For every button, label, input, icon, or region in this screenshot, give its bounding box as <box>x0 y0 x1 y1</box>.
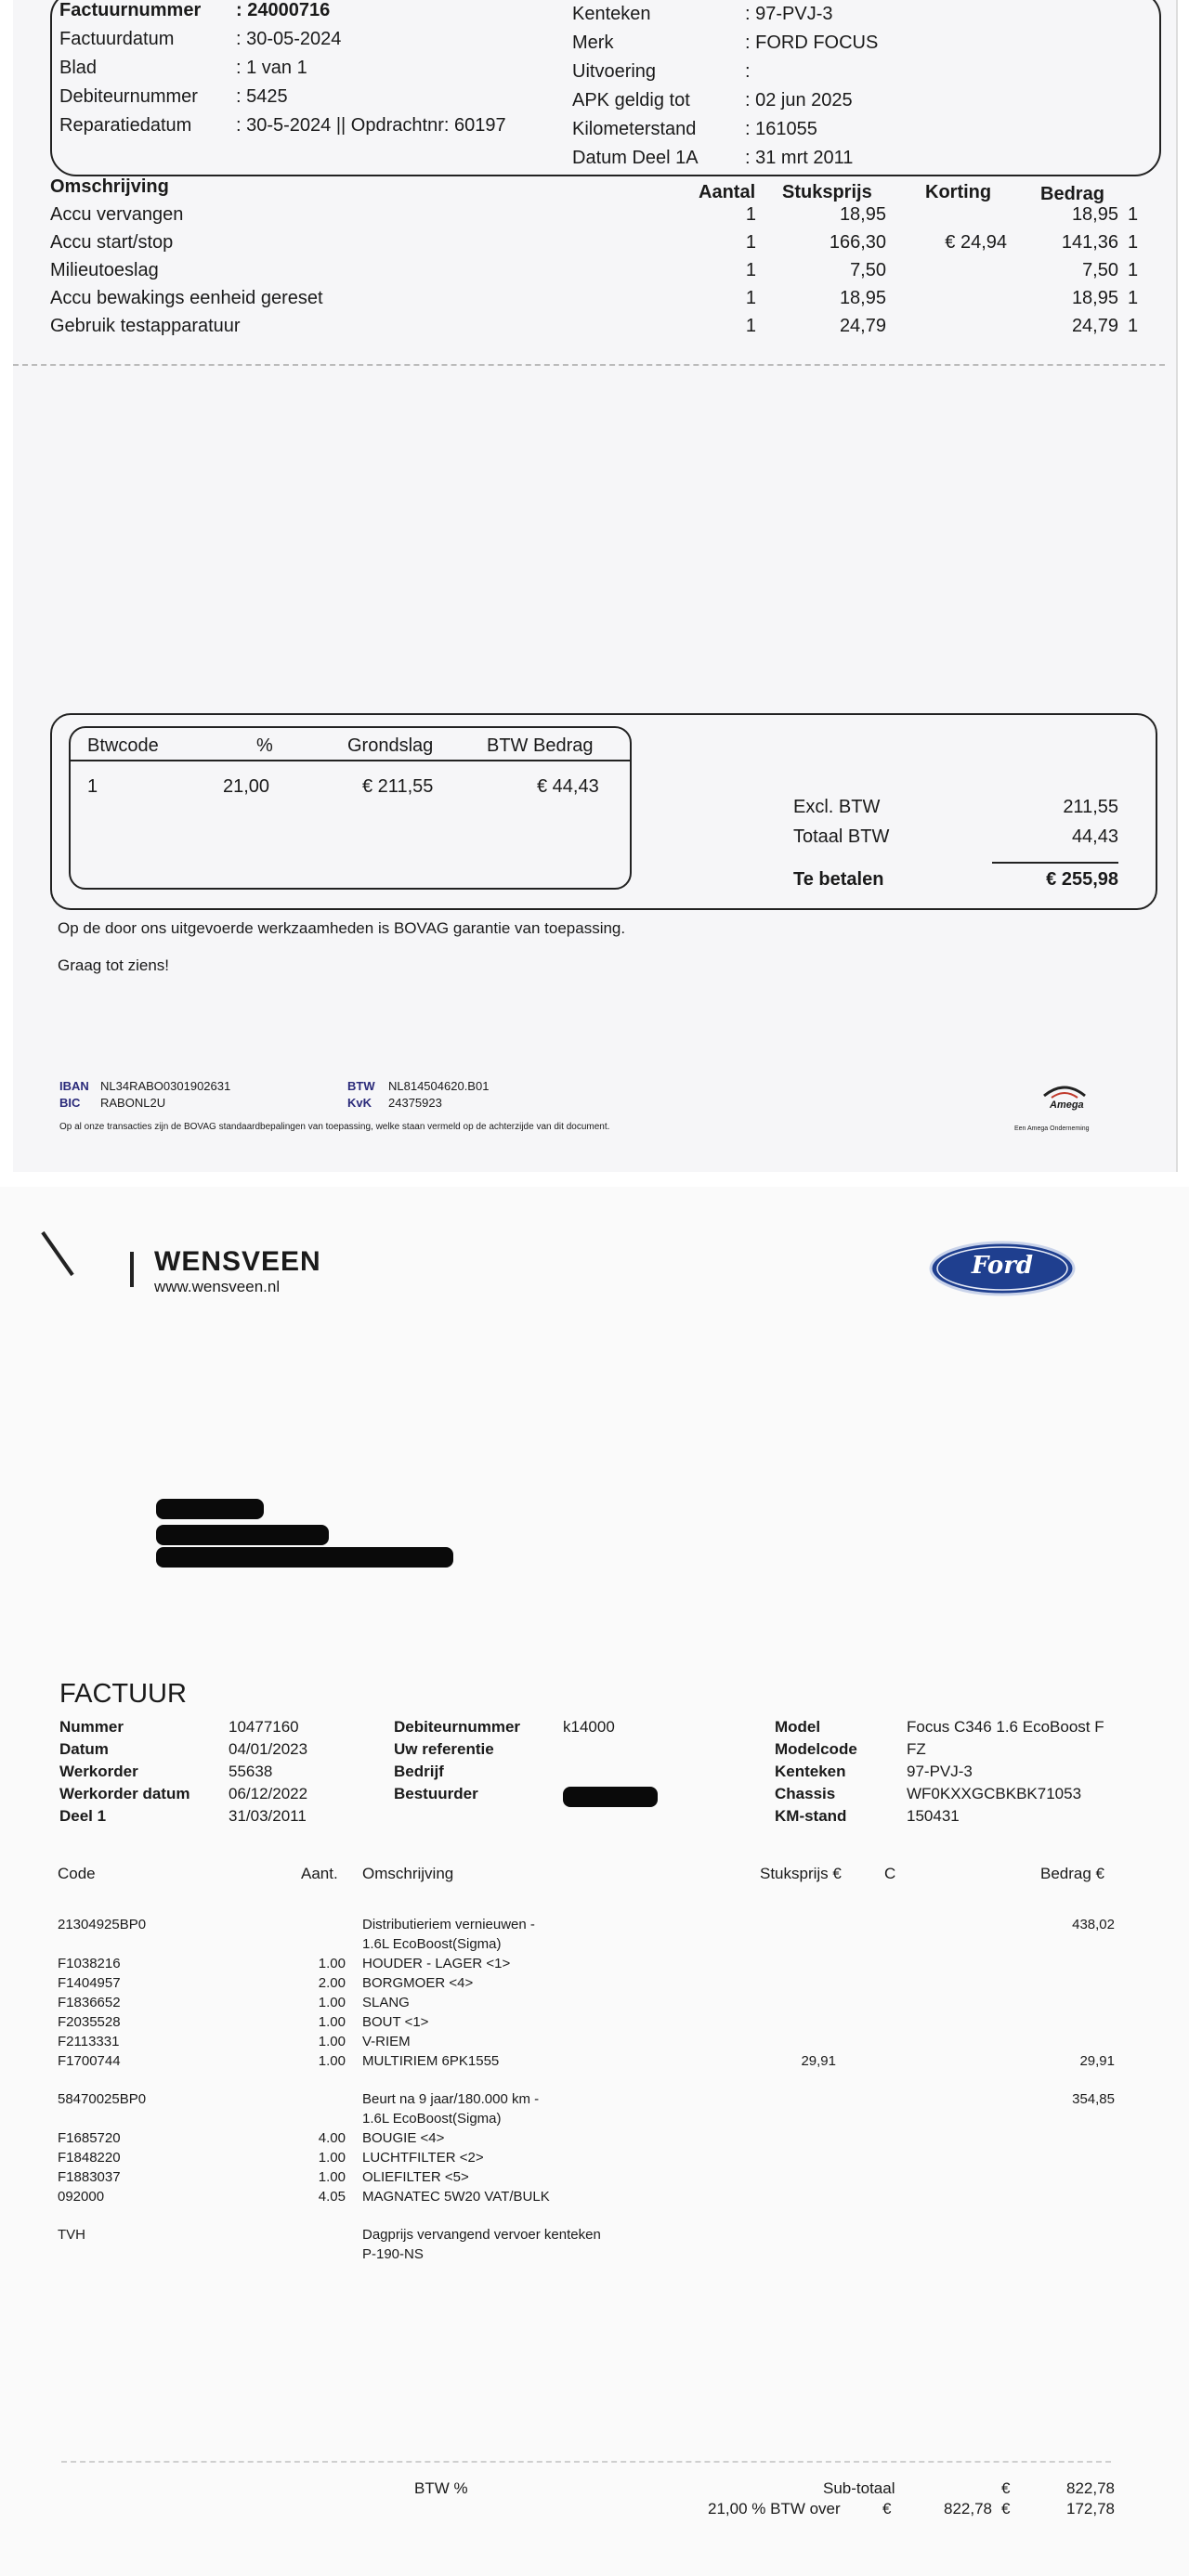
vehicle-label: Kenteken <box>572 4 651 24</box>
group-code: 21304925BP0 <box>58 1917 147 1932</box>
btw-amount-value: 172,78 <box>1066 2500 1115 2517</box>
invoice-page-1 <box>13 0 1178 1172</box>
amega-logo <box>1027 1077 1102 1114</box>
amega-tagline: Een Amega Onderneming <box>1014 1125 1090 1132</box>
part-quantity: 1.00 <box>318 2150 346 2166</box>
part-code: 092000 <box>58 2189 105 2205</box>
invoice-title: FACTUUR <box>59 1679 187 1709</box>
part-quantity: 2.00 <box>318 1975 346 1991</box>
bic-value: RABONL2U <box>100 1096 166 1110</box>
vat-header-btwcode: Btwcode <box>87 735 159 756</box>
vehicle-label: Uitvoering <box>572 61 657 82</box>
col-bedrag: Bedrag € <box>1040 1865 1104 1882</box>
amega-logo-text: Amega <box>1050 1099 1084 1111</box>
vat-header-grondslag: Grondslag <box>347 735 434 756</box>
group-code: 58470025BP0 <box>58 2091 147 2107</box>
iban-value: NL34RABO0301902631 <box>100 1079 231 1093</box>
line-unit-price: 24,79 <box>839 316 886 336</box>
kvk-label: KvK <box>347 1096 372 1110</box>
group-amount: 354,85 <box>1072 2091 1115 2107</box>
line-quantity: 1 <box>745 232 756 253</box>
vehicle-value: : 02 jun 2025 <box>745 90 853 111</box>
part-description: BORGMOER <4> <box>362 1975 474 1991</box>
part-amount: 29,91 <box>1079 2053 1115 2069</box>
vehicle-value: : 97-PVJ-3 <box>745 4 833 24</box>
line-unit-price: 18,95 <box>839 288 886 308</box>
ford-logo <box>929 1241 1076 1296</box>
line-discount: € 24,94 <box>945 232 1007 253</box>
col-aantal: Aantal <box>699 182 756 202</box>
col-bedrag: Bedrag <box>1040 184 1104 204</box>
line-description: Accu vervangen <box>50 204 184 225</box>
meta-label: Debiteurnummer <box>394 1718 521 1736</box>
part-description: MAGNATEC 5W20 VAT/BULK <box>362 2189 550 2205</box>
btw-base-currency: € <box>882 2500 892 2517</box>
header-value: : 30-05-2024 <box>236 29 342 49</box>
meta-label: Nummer <box>59 1718 124 1736</box>
excl-btw-value: 211,55 <box>1063 797 1118 817</box>
line-quantity: 1 <box>745 260 756 280</box>
part-code: F1848220 <box>58 2150 121 2166</box>
line-description: Accu start/stop <box>50 232 174 253</box>
ford-logo-text: Ford <box>971 1252 1034 1280</box>
meta-label: Kenteken <box>775 1763 846 1780</box>
btw-value: NL814504620.B01 <box>388 1079 490 1093</box>
meta-value: 10477160 <box>229 1718 299 1736</box>
col-c: C <box>884 1865 896 1882</box>
vehicle-value: : 31 mrt 2011 <box>745 148 854 168</box>
redacted-driver <box>563 1787 658 1807</box>
group-code: TVH <box>58 2227 85 2243</box>
invoice-page-2 <box>0 1187 1189 2576</box>
meta-value: Focus C346 1.6 EcoBoost F <box>907 1718 1104 1736</box>
line-amount: 141,36 <box>1061 232 1118 253</box>
col-korting: Korting <box>925 182 992 202</box>
group-description-2: 1.6L EcoBoost(Sigma) <box>362 1936 502 1952</box>
meta-value: FZ <box>907 1740 926 1758</box>
meta-label: Werkorder <box>59 1763 138 1780</box>
col-aant: Aant. <box>301 1865 338 1882</box>
meta-value: 55638 <box>229 1763 273 1780</box>
group-description: Distributieriem vernieuwen - <box>362 1917 535 1932</box>
group-description: Beurt na 9 jaar/180.000 km - <box>362 2091 540 2107</box>
line-amount: 24,79 <box>1071 316 1118 336</box>
totaal-btw-label: Totaal BTW <box>793 826 890 847</box>
part-code: F2035528 <box>58 2014 121 2030</box>
meta-label: Model <box>775 1718 821 1736</box>
meta-value: k14000 <box>563 1718 615 1736</box>
part-quantity: 4.05 <box>318 2189 346 2205</box>
vehicle-label: APK geldig tot <box>572 90 690 111</box>
meta-label: Uw referentie <box>394 1740 494 1758</box>
subtotal-currency: € <box>1001 2479 1011 2497</box>
part-description: LUCHTFILTER <2> <box>362 2150 484 2166</box>
brand-name: WENSVEEN <box>154 1246 321 1277</box>
meta-value: 06/12/2022 <box>229 1785 308 1802</box>
meta-value: 150431 <box>907 1807 960 1825</box>
line-vat-code: 1 <box>1128 260 1139 280</box>
line-amount: 18,95 <box>1071 288 1118 308</box>
part-quantity: 1.00 <box>318 2014 346 2030</box>
header-value: : 5425 <box>236 86 288 107</box>
meta-label: KM-stand <box>775 1807 847 1825</box>
brand-bar <box>130 1252 134 1287</box>
part-unit-price: 29,91 <box>801 2053 836 2069</box>
meta-label: Modelcode <box>775 1740 857 1758</box>
totaal-btw-value: 44,43 <box>1071 826 1118 847</box>
vehicle-label: Datum Deel 1A <box>572 148 699 168</box>
line-amount: 18,95 <box>1071 204 1118 225</box>
meta-value: 97-PVJ-3 <box>907 1763 973 1780</box>
part-description: V-RIEM <box>362 2034 411 2049</box>
meta-value: 04/01/2023 <box>229 1740 308 1758</box>
header-label: Blad <box>59 58 98 78</box>
part-quantity: 1.00 <box>318 2034 346 2049</box>
part-quantity: 1.00 <box>318 1995 346 2010</box>
redacted-name <box>156 1499 264 1519</box>
part-description: OLIEFILTER <5> <box>362 2169 469 2185</box>
redacted-address <box>156 1525 329 1545</box>
part-description: BOUT <1> <box>362 2014 429 2030</box>
line-vat-code: 1 <box>1128 204 1139 225</box>
header-label: Factuurnummer <box>59 0 202 20</box>
part-code: F1685720 <box>58 2130 121 2146</box>
part-code: F1883037 <box>58 2169 121 2185</box>
part-code: F1836652 <box>58 1995 121 2010</box>
col-code: Code <box>58 1865 96 1882</box>
line-unit-price: 18,95 <box>839 204 886 225</box>
meta-label: Deel 1 <box>59 1807 107 1825</box>
part-quantity: 1.00 <box>318 1956 346 1971</box>
page-gap <box>0 1172 1189 1187</box>
brand-website: www.wensveen.nl <box>154 1278 281 1295</box>
btw-line-label: 21,00 % BTW over <box>708 2500 841 2517</box>
divider <box>13 364 1165 366</box>
subtotal-label: Sub-totaal <box>823 2479 895 2497</box>
part-description: SLANG <box>362 1995 410 2010</box>
total-rule <box>992 862 1118 864</box>
part-description: BOUGIE <4> <box>362 2130 445 2146</box>
btw-label: BTW <box>347 1079 375 1093</box>
part-quantity: 1.00 <box>318 2053 346 2069</box>
part-quantity: 1.00 <box>318 2169 346 2185</box>
meta-value: 31/03/2011 <box>229 1807 307 1825</box>
line-unit-price: 166,30 <box>829 232 886 253</box>
te-betalen-value: € 255,98 <box>1046 869 1118 890</box>
line-description: Milieutoeslag <box>50 260 159 280</box>
col-stuksprijs: Stuksprijs € <box>760 1865 842 1882</box>
vat-cell-grondslag: € 211,55 <box>362 776 434 797</box>
vehicle-value: : <box>745 61 751 82</box>
line-vat-code: 1 <box>1128 232 1139 253</box>
meta-label: Chassis <box>775 1785 836 1802</box>
group-description-2: P-190-NS <box>362 2246 424 2262</box>
line-quantity: 1 <box>745 288 756 308</box>
bic-label: BIC <box>59 1096 81 1110</box>
vat-cell-code: 1 <box>87 776 98 797</box>
group-description-2: 1.6L EcoBoost(Sigma) <box>362 2111 502 2127</box>
header-value: : 1 van 1 <box>236 58 307 78</box>
part-quantity: 4.00 <box>318 2130 346 2146</box>
vehicle-value: : 161055 <box>745 119 817 139</box>
vat-cell-btw: € 44,43 <box>537 776 599 797</box>
vat-table-header-line <box>69 760 632 761</box>
meta-label: Bedrijf <box>394 1763 444 1780</box>
btw-base-value: 822,78 <box>944 2500 992 2517</box>
header-value: : 30-5-2024 || Opdrachtnr: 60197 <box>236 115 506 136</box>
vat-cell-pct: 21,00 <box>223 776 270 797</box>
line-quantity: 1 <box>745 204 756 225</box>
part-description: MULTIRIEM 6PK1555 <box>362 2053 500 2069</box>
footer-divider <box>61 2461 1111 2463</box>
subtotal-value: 822,78 <box>1066 2479 1115 2497</box>
iban-label: IBAN <box>59 1079 89 1093</box>
col-omschrijving: Omschrijving <box>362 1865 454 1882</box>
header-label: Debiteurnummer <box>59 86 198 107</box>
vat-header-btw-bedrag: BTW Bedrag <box>487 735 594 756</box>
header-value: : 24000716 <box>236 0 331 20</box>
btw-currency: € <box>1001 2500 1011 2517</box>
btw-pct-label: BTW % <box>414 2479 468 2497</box>
part-code: F1038216 <box>58 1956 121 1971</box>
staple-mark <box>41 1231 73 1276</box>
header-label: Reparatiedatum <box>59 115 192 136</box>
line-quantity: 1 <box>745 316 756 336</box>
line-vat-code: 1 <box>1128 316 1139 336</box>
vehicle-label: Kilometerstand <box>572 119 697 139</box>
meta-label: Bestuurder <box>394 1785 478 1802</box>
group-description: Dagprijs vervangend vervoer kenteken <box>362 2227 601 2243</box>
vehicle-value: : FORD FOCUS <box>745 33 879 53</box>
line-vat-code: 1 <box>1128 288 1139 308</box>
terms-note: Op al onze transacties zijn de BOVAG standaardbepalingen van toepassing, welke staan vermeld op de achterzijde van dit document. <box>59 1122 610 1132</box>
line-unit-price: 7,50 <box>850 260 886 280</box>
excl-btw-label: Excl. BTW <box>793 797 881 817</box>
col-omschrijving: Omschrijving <box>50 176 169 197</box>
greeting: Graag tot ziens! <box>58 956 170 974</box>
part-code: F1404957 <box>58 1975 121 1991</box>
line-amount: 7,50 <box>1082 260 1118 280</box>
part-code: F2113331 <box>58 2034 120 2049</box>
redacted-city <box>156 1547 453 1568</box>
vehicle-label: Merk <box>572 33 614 53</box>
bovag-guarantee: Op de door ons uitgevoerde werkzaamheden is BOVAG garantie van toepassing. <box>58 919 626 937</box>
line-description: Accu bewakings eenheid gereset <box>50 288 323 308</box>
meta-label: Werkorder datum <box>59 1785 190 1802</box>
meta-value: WF0KXXGCBKBK71053 <box>907 1785 1082 1802</box>
kvk-value: 24375923 <box>388 1096 442 1110</box>
header-label: Factuurdatum <box>59 29 175 49</box>
col-stuksprijs: Stuksprijs <box>782 182 872 202</box>
group-amount: 438,02 <box>1072 1917 1115 1932</box>
vat-header-pct: % <box>256 735 273 756</box>
meta-label: Datum <box>59 1740 109 1758</box>
te-betalen-label: Te betalen <box>793 869 884 890</box>
part-code: F1700744 <box>58 2053 121 2069</box>
part-description: HOUDER - LAGER <1> <box>362 1956 511 1971</box>
line-description: Gebruik testapparatuur <box>50 316 241 336</box>
